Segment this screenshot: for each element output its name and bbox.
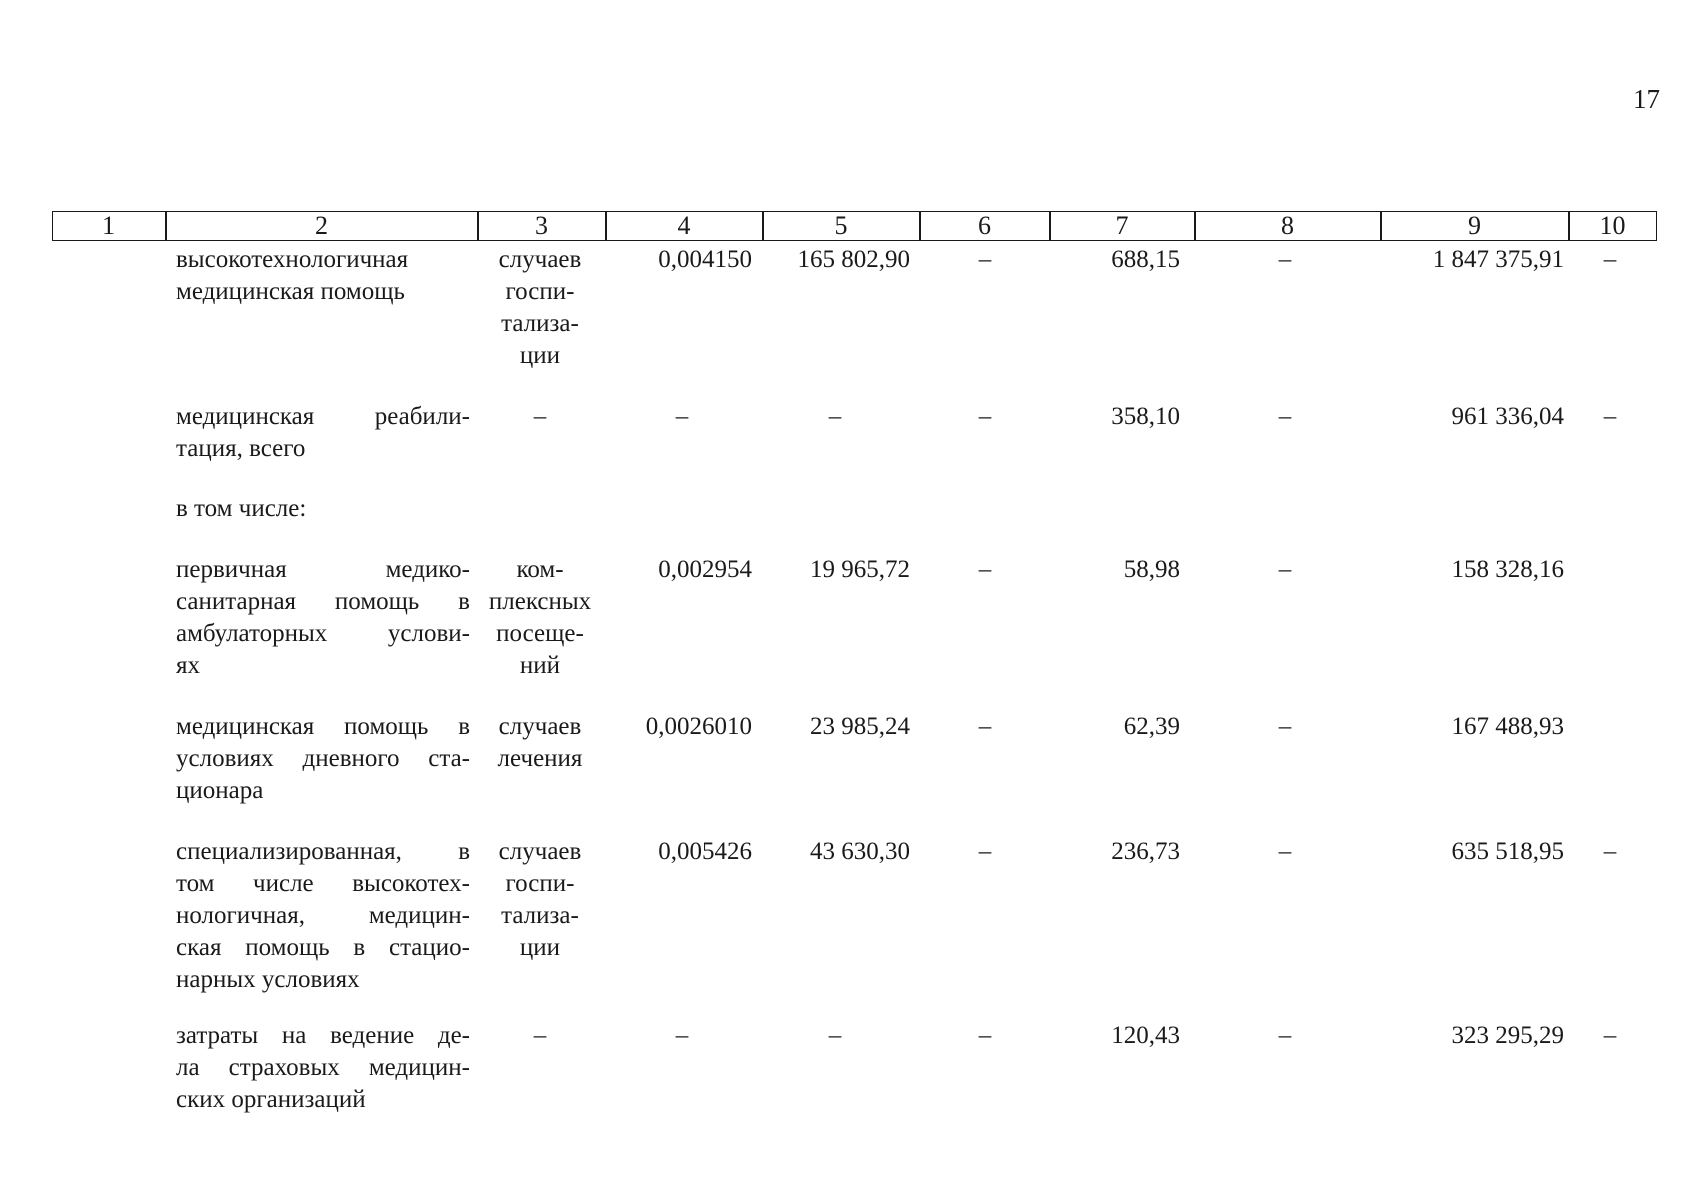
col9-value: 961 336,04: [1451, 403, 1564, 430]
col9-value: 158 328,16: [1451, 556, 1564, 583]
header-col-5: 5: [763, 211, 920, 241]
col7-value: 358,10: [1111, 403, 1180, 430]
header-col-3: 3: [478, 211, 606, 241]
indicator-name-line: ских организаций: [176, 1086, 366, 1113]
indicator-name: [176, 493, 470, 525]
col9-value: 167 488,93: [1451, 713, 1564, 740]
indicator-name-line: нологичная, медицин-: [176, 902, 470, 929]
header-col-6: 6: [920, 211, 1050, 241]
col7-value: 120,43: [1111, 1022, 1180, 1049]
col8-value: –: [1278, 713, 1292, 740]
header-col-9: 9: [1381, 211, 1569, 241]
unit-line: случаев: [498, 838, 582, 865]
indicator-name-line: ла страховых медицин-: [176, 1054, 470, 1081]
unit-cell: [488, 244, 592, 372]
col5-value: 43 630,30: [810, 838, 910, 865]
header-col-1: 1: [52, 211, 166, 241]
unit-line: случаев: [498, 246, 582, 273]
indicator-name-line: медицинская помощь в: [176, 713, 470, 740]
col10-value: –: [1603, 1022, 1617, 1049]
indicator-name: [176, 1020, 470, 1116]
indicator-name-line: первичная медико-: [176, 556, 470, 583]
col9-value: 635 518,95: [1451, 838, 1564, 865]
unit-line: ции: [519, 342, 561, 369]
indicator-name-line: медицинская реабили-: [176, 403, 470, 430]
col6-value: –: [978, 713, 992, 740]
unit-line: плексных: [488, 588, 592, 615]
header-col-2: 2: [166, 211, 478, 241]
indicator-name-line: специализированная, в: [176, 838, 470, 865]
col7-value: 236,73: [1111, 838, 1180, 865]
col9-value: 323 295,29: [1451, 1022, 1564, 1049]
col8-value: –: [1278, 556, 1292, 583]
unit-line: ний: [519, 652, 561, 679]
col6-value: –: [978, 838, 992, 865]
col4-value: 0,004150: [658, 246, 752, 273]
unit-line: лечения: [497, 745, 583, 772]
col4-value: 0,005426: [658, 838, 752, 865]
indicator-name-line: ская помощь в стацио-: [176, 934, 470, 961]
col4-value: –: [675, 1022, 689, 1049]
unit-line: тализа-: [501, 902, 579, 929]
unit-cell: [488, 554, 592, 682]
indicator-name-line: ях: [176, 652, 200, 679]
header-col-8: 8: [1195, 211, 1381, 241]
col8-value: –: [1278, 838, 1292, 865]
indicator-name-line: условиях дневного ста-: [176, 745, 470, 772]
col6-value: –: [978, 403, 992, 430]
indicator-name-line: тация, всего: [176, 435, 306, 462]
col4-value: 0,002954: [658, 556, 752, 583]
indicator-name: [176, 554, 470, 682]
unit-line: случаев: [498, 713, 582, 740]
indicator-name: [176, 401, 470, 465]
unit-line: тализа-: [501, 310, 579, 337]
header-col-10: 10: [1569, 211, 1657, 241]
indicator-name: [176, 244, 470, 308]
col5-value: 165 802,90: [797, 246, 910, 273]
col10-value: –: [1603, 403, 1617, 430]
unit-cell: [488, 836, 592, 964]
col8-value: –: [1278, 1022, 1292, 1049]
indicator-name: [176, 711, 470, 807]
unit-line: ком-: [516, 556, 564, 583]
unit-line: посеще-: [496, 620, 584, 647]
col4-value: –: [675, 403, 689, 430]
indicator-name-line: санитарная помощь в: [176, 588, 470, 615]
col8-value: –: [1278, 246, 1292, 273]
header-col-7: 7: [1050, 211, 1195, 241]
indicator-name-line: затраты на ведение де-: [176, 1022, 470, 1049]
col10-value: –: [1603, 246, 1617, 273]
col5-value: –: [828, 1022, 842, 1049]
indicator-name-line: амбулаторных услови-: [176, 620, 470, 647]
indicator-name-line: высокотехнологичная: [176, 246, 409, 273]
unit-cell: [488, 401, 592, 433]
unit-line: ции: [519, 934, 561, 961]
col4-value: 0,0026010: [645, 713, 752, 740]
col5-value: 19 965,72: [810, 556, 910, 583]
page-number: 17: [1633, 84, 1660, 114]
indicator-name-line: нарных условиях: [176, 966, 360, 993]
unit-cell: [488, 711, 592, 775]
unit-line: госпи-: [505, 870, 575, 897]
col7-value: 688,15: [1111, 246, 1180, 273]
col6-value: –: [978, 556, 992, 583]
col7-value: 58,98: [1123, 556, 1180, 583]
unit-line: –: [533, 1022, 547, 1049]
col8-value: –: [1278, 403, 1292, 430]
col6-value: –: [978, 246, 992, 273]
col10-value: –: [1603, 838, 1617, 865]
col6-value: –: [978, 1022, 992, 1049]
unit-line: госпи-: [505, 278, 575, 305]
indicator-name-line: в том числе:: [176, 495, 307, 522]
indicator-name-line: том числе высокотех-: [176, 870, 470, 897]
header-col-4: 4: [606, 211, 763, 241]
indicator-name-line: ционара: [176, 777, 264, 804]
indicator-name: [176, 836, 470, 996]
col9-value: 1 847 375,91: [1432, 246, 1564, 273]
unit-line: –: [533, 403, 547, 430]
indicator-name-line: медицинская помощь: [176, 278, 405, 305]
unit-cell: [488, 1020, 592, 1052]
table-header-row: [53, 211, 1658, 243]
col5-value: –: [828, 403, 842, 430]
col5-value: 23 985,24: [810, 713, 910, 740]
col7-value: 62,39: [1123, 713, 1180, 740]
